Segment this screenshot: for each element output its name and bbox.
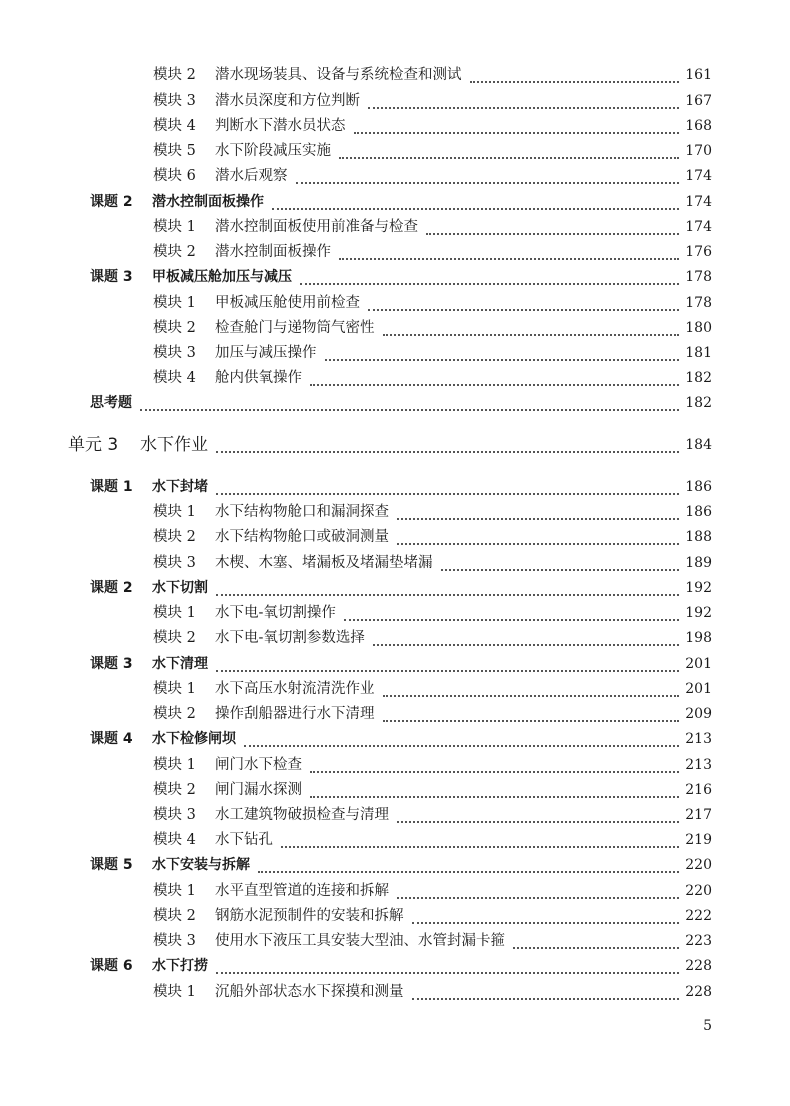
toc-entry-lesson (0, 726, 790, 751)
toc-leader-dots (397, 543, 679, 545)
toc-entry-title (68, 435, 208, 455)
toc-entry-page: 217 (685, 807, 712, 823)
toc-leader-dots (441, 569, 680, 571)
toc-leader-dots (310, 796, 679, 798)
toc-entry-module (0, 365, 790, 390)
toc-entry-title (90, 729, 236, 749)
toc-leader-dots (216, 670, 679, 672)
toc-leader-dots (383, 334, 680, 336)
toc-entry-module (0, 88, 790, 113)
toc-entry-title (153, 704, 375, 724)
toc-entry-page: 201 (685, 681, 712, 697)
toc-entry-module (0, 928, 790, 953)
toc-entry-title (90, 956, 208, 976)
toc-entry-label: 模块 1 (153, 681, 196, 697)
toc-entry-title (153, 780, 302, 800)
toc-entry-text: 使用水下液压工具安装大型油、水管封漏卡箍 (215, 933, 505, 949)
toc-entry-page: 192 (685, 580, 712, 596)
toc-leader-dots (397, 821, 679, 823)
toc-entry-title (153, 65, 462, 85)
toc-entry-title (90, 267, 292, 287)
toc-entry-page: 178 (685, 269, 712, 285)
toc-entry-page: 222 (685, 908, 712, 924)
toc-entry-label: 模块 3 (153, 345, 196, 361)
toc-entry-page: 161 (685, 67, 712, 83)
toc-entry-module (0, 676, 790, 701)
toc-entry-text: 潜水控制面板使用前准备与检查 (215, 219, 418, 235)
toc-entry-label: 模块 3 (153, 93, 196, 109)
toc-entry-label: 模块 3 (153, 807, 196, 823)
toc-entry-title (153, 755, 302, 775)
toc-entry-module (0, 600, 790, 625)
toc-leader-dots (216, 594, 679, 596)
toc-entry-module (0, 827, 790, 852)
toc-entry-title (153, 502, 389, 522)
toc-entry-text: 甲板减压舱使用前检查 (215, 295, 360, 311)
toc-entry-module (0, 777, 790, 802)
toc-entry-lesson (0, 189, 790, 214)
toc-entry-label: 模块 4 (153, 832, 196, 848)
toc-leader-dots (470, 81, 680, 83)
toc-leader-dots (412, 922, 680, 924)
toc-entry-title (153, 603, 336, 623)
toc-entry-label: 课题 1 (90, 479, 133, 495)
toc-entry-label: 模块 2 (153, 908, 196, 924)
toc-entry-text: 水下安装与拆解 (152, 857, 250, 873)
toc-entry-text: 水平直型管道的连接和拆解 (215, 883, 389, 899)
toc-leader-dots (140, 409, 679, 411)
toc-entry-text: 水下电-氧切割参数选择 (215, 630, 365, 646)
toc-entry-module (0, 315, 790, 340)
toc-entry-title (153, 881, 389, 901)
toc-entry-title (153, 527, 389, 547)
toc-leader-dots (513, 947, 679, 949)
toc-entry-module (0, 499, 790, 524)
toc-entry-lesson (0, 474, 790, 499)
toc-entry-title (153, 931, 505, 951)
toc-entry-text: 潜水控制面板操作 (152, 194, 264, 210)
toc-leader-dots (244, 745, 679, 747)
toc-entry-module (0, 903, 790, 928)
toc-entry-text: 水下结构物舱口或破洞测量 (215, 529, 389, 545)
toc-entry-page: 178 (685, 295, 712, 311)
toc-entry-page: 188 (685, 529, 712, 545)
toc-leader-dots (383, 695, 680, 697)
toc-entry-page: 174 (685, 168, 712, 184)
toc-leader-dots (310, 771, 679, 773)
toc-entry-title (153, 982, 404, 1002)
toc-leader-dots (339, 258, 679, 260)
toc-entry-label: 模块 3 (153, 933, 196, 949)
toc-entry-page: 213 (685, 731, 712, 747)
toc-entry-page: 192 (685, 605, 712, 621)
toc-entry-title (153, 628, 365, 648)
toc-entry-label: 课题 3 (90, 656, 133, 672)
toc-entry-page: 167 (685, 93, 712, 109)
toc-entry-title (153, 343, 317, 363)
toc-entry-page: 219 (685, 832, 712, 848)
toc-entry-text: 沉船外部状态水下探摸和测量 (215, 984, 404, 1000)
toc-entry-module (0, 113, 790, 138)
toc-leader-dots (216, 451, 679, 453)
toc-entry-text: 水下清理 (152, 656, 208, 672)
toc-entry-text: 水下切割 (152, 580, 208, 596)
toc-entry-title (153, 217, 418, 237)
toc-entry-label: 模块 5 (153, 143, 196, 159)
toc-entry-module (0, 62, 790, 87)
toc-entry-module (0, 524, 790, 549)
toc-entry-lesson (0, 264, 790, 289)
toc-entry-title (153, 805, 389, 825)
toc-entry-module (0, 340, 790, 365)
toc-leader-dots (397, 897, 679, 899)
toc-entry-label: 课题 4 (90, 731, 133, 747)
toc-leader-dots (300, 283, 679, 285)
toc-entry-text: 水下阶段减压实施 (215, 143, 331, 159)
toc-entry-label: 模块 2 (153, 244, 196, 260)
toc-entry-module (0, 290, 790, 315)
toc-leader-dots (216, 972, 679, 974)
toc-entry-text: 水下封堵 (152, 479, 208, 495)
toc-entry-page: 228 (685, 984, 712, 1000)
toc-entry-label: 模块 6 (153, 168, 196, 184)
toc-entry-title (153, 242, 331, 262)
toc-entry-text: 闸门漏水探测 (215, 782, 302, 798)
toc-entry-label: 模块 1 (153, 295, 196, 311)
toc-entry-page: 174 (685, 194, 712, 210)
toc-entry-label: 单元 3 (68, 435, 119, 455)
toc-entry-text: 钢筋水泥预制件的安装和拆解 (215, 908, 404, 924)
page-number: 5 (703, 1018, 712, 1034)
toc-entry-text: 水下高压水射流清洗作业 (215, 681, 375, 697)
toc-entry-text: 水下作业 (140, 435, 208, 455)
toc-entry-text: 水下打捞 (152, 958, 208, 974)
toc-entry-module (0, 550, 790, 575)
toc-entry-unit (0, 432, 790, 457)
toc-entry-text: 潜水现场装具、设备与系统检查和测试 (215, 67, 462, 83)
toc-entry-module (0, 214, 790, 239)
toc-entry-page: 209 (685, 706, 712, 722)
toc-entry-title (90, 654, 208, 674)
toc-entry-page: 168 (685, 118, 712, 134)
toc-entry-title (153, 679, 375, 699)
toc-entry-page: 189 (685, 555, 712, 571)
toc-entry-page: 186 (685, 479, 712, 495)
toc-entry-page: 180 (685, 320, 712, 336)
toc-entry-module (0, 878, 790, 903)
toc-entry-title (153, 830, 273, 850)
toc-entry-title (153, 293, 360, 313)
toc-leader-dots (412, 998, 680, 1000)
toc-entry-text: 水下结构物舱口和漏洞探查 (215, 504, 389, 520)
toc-entry-text: 甲板减压舱加压与减压 (152, 269, 292, 285)
toc-entry-label: 模块 3 (153, 555, 196, 571)
toc-entry-label: 模块 1 (153, 219, 196, 235)
toc-leader-dots (258, 871, 679, 873)
toc-entry-label: 课题 3 (90, 269, 133, 285)
toc-leader-dots (216, 493, 679, 495)
toc-entry-label: 模块 2 (153, 320, 196, 336)
toc-entry-module (0, 625, 790, 650)
toc-entry-text: 潜水后观察 (215, 168, 288, 184)
toc-entry-title (90, 192, 264, 212)
toc-entry-title (90, 855, 250, 875)
toc-leader-dots (354, 132, 680, 134)
toc-entry-page: 198 (685, 630, 712, 646)
toc-entry-text: 水下电-氧切割操作 (215, 605, 336, 621)
toc-entry-title (153, 906, 404, 926)
toc-entry-text: 潜水员深度和方位判断 (215, 93, 360, 109)
toc-entry-text: 闸门水下检查 (215, 757, 302, 773)
toc-leader-dots (344, 619, 679, 621)
toc-leader-dots (339, 157, 679, 159)
toc-entry-module (0, 752, 790, 777)
toc-leader-dots (397, 518, 679, 520)
toc-leader-dots (368, 107, 679, 109)
toc-entry-label: 课题 6 (90, 958, 133, 974)
toc-entry-label: 模块 4 (153, 118, 196, 134)
toc-entry-page: 220 (685, 857, 712, 873)
toc-entry-label: 课题 2 (90, 580, 133, 596)
toc-leader-dots (296, 182, 680, 184)
toc-entry-title (90, 578, 208, 598)
toc-entry-lesson (0, 575, 790, 600)
toc-entry-lesson (0, 953, 790, 978)
toc-entry-label: 模块 2 (153, 630, 196, 646)
toc-entry-text: 检查舱门与递物筒气密性 (215, 320, 375, 336)
toc-entry-label: 模块 1 (153, 605, 196, 621)
toc-entry-title (90, 393, 132, 413)
toc-entry-text: 水下检修闸坝 (152, 731, 236, 747)
toc-entry-label: 模块 4 (153, 370, 196, 386)
toc-entry-page: 223 (685, 933, 712, 949)
toc-entry-page: 186 (685, 504, 712, 520)
toc-entry-module (0, 802, 790, 827)
toc-entry-label: 模块 1 (153, 757, 196, 773)
toc-entry-label: 模块 1 (153, 883, 196, 899)
toc-entry-page: 228 (685, 958, 712, 974)
toc-entry-title (153, 141, 331, 161)
toc-leader-dots (383, 720, 680, 722)
toc-leader-dots (281, 846, 679, 848)
toc-entry-text: 木楔、木塞、堵漏板及堵漏垫堵漏 (215, 555, 433, 571)
toc-entry-page: 182 (685, 395, 712, 411)
toc-entry-label: 模块 2 (153, 529, 196, 545)
toc-entry-page: 201 (685, 656, 712, 672)
toc-entry-title (153, 553, 433, 573)
toc-entry-text: 潜水控制面板操作 (215, 244, 331, 260)
toc-entry-label: 模块 1 (153, 984, 196, 1000)
toc-entry-page: 176 (685, 244, 712, 260)
toc-entry-page: 181 (685, 345, 712, 361)
toc-entry-module (0, 701, 790, 726)
toc-entry-title (153, 116, 346, 136)
toc-entry-label: 模块 2 (153, 67, 196, 83)
toc-entry-page: 184 (685, 437, 712, 453)
toc-entry-label: 模块 2 (153, 782, 196, 798)
toc-entry-text: 思考题 (90, 395, 132, 411)
toc-entry-module (0, 979, 790, 1004)
toc-entry-title (153, 318, 375, 338)
toc-entry-text: 舱内供氧操作 (215, 370, 302, 386)
toc-entry-title (153, 368, 302, 388)
toc-entry-text: 加压与减压操作 (215, 345, 317, 361)
toc-leader-dots (368, 309, 679, 311)
toc-entry-label: 课题 5 (90, 857, 133, 873)
toc-entry-page: 174 (685, 219, 712, 235)
toc-entry-title (90, 477, 208, 497)
toc-leader-dots (426, 233, 679, 235)
toc-entry-page: 220 (685, 883, 712, 899)
toc-entry-page: 170 (685, 143, 712, 159)
toc-entry-label: 模块 2 (153, 706, 196, 722)
toc-entry-page: 213 (685, 757, 712, 773)
toc-entry-page: 182 (685, 370, 712, 386)
toc-entry-text: 判断水下潜水员状态 (215, 118, 346, 134)
toc-entry-text: 水下钻孔 (215, 832, 273, 848)
toc-entry-module (0, 239, 790, 264)
toc-entry-title (153, 91, 360, 111)
toc-entry-think (0, 390, 790, 415)
toc-entry-lesson (0, 651, 790, 676)
toc-leader-dots (272, 208, 679, 210)
toc-entry-text: 水工建筑物破损检查与清理 (215, 807, 389, 823)
toc-leader-dots (310, 384, 679, 386)
toc-entry-module (0, 163, 790, 188)
toc-entry-lesson (0, 852, 790, 877)
toc-entry-label: 模块 1 (153, 504, 196, 520)
toc-entry-page: 216 (685, 782, 712, 798)
toc-entry-module (0, 138, 790, 163)
toc-entry-text: 操作刮船器进行水下清理 (215, 706, 375, 722)
toc-leader-dots (373, 644, 679, 646)
toc-leader-dots (325, 359, 680, 361)
toc-entry-title (153, 166, 288, 186)
toc-entry-label: 课题 2 (90, 194, 133, 210)
